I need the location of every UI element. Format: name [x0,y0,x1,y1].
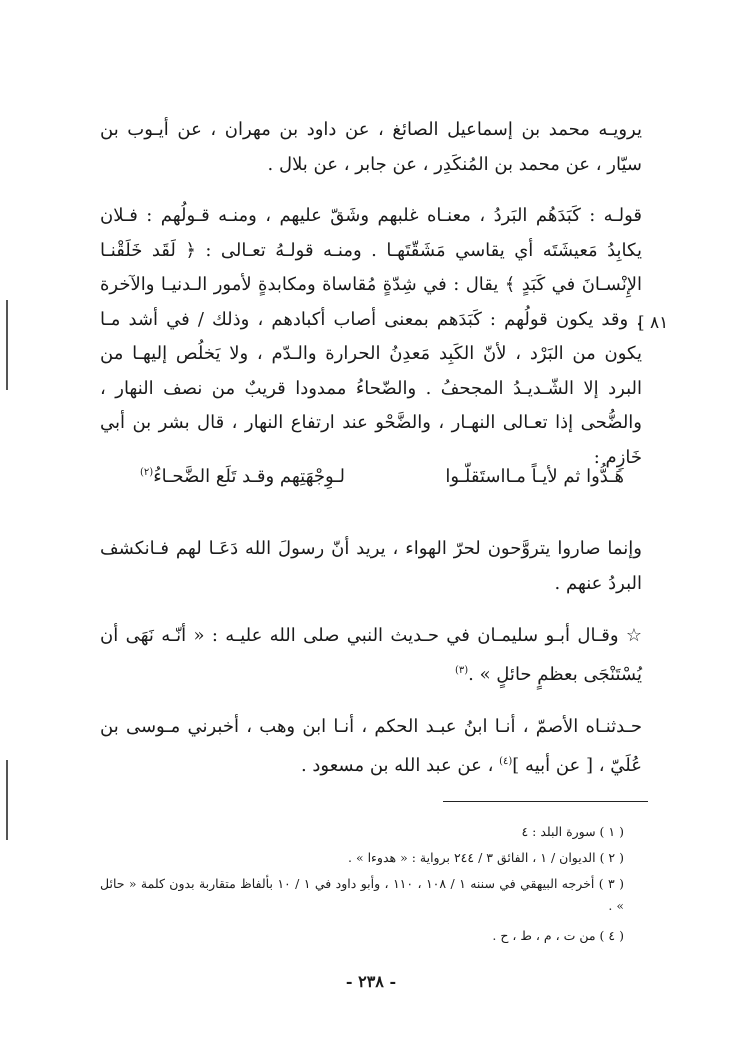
paragraph-text: قولـه : كَبَدَهُم البَردُ ، معنـاه غلبهم وشَقّ عليهم ، ومنـه قـولُهم : فـلان يكابِدُ مَعيشَتَه أي يقاسي مَشَقّتَهـا . ومنـه قولـهُ تعـالى : ﴿ لَقَد خَلَقْنـا الإِنْسـانَ في كَبَدٍ ﴾ يقال : في شِدّةٍ مُقاساة ومكابدةٍ لأمور الـدنيـا والآخرة . وقد يكون قولُهم : كَبَدَهم بمعنى أصاب أكبادهم ، وذلك / في أشد مـا يكون من البَرْد ، لأنّ الكَبِد مَعدِنُ الحرارة والـدّم ، ولا يَخلُص إليهـا من البرد إلا الشّـديـدُ المجحفُ . والضّحاءُ ممدودا قريبٌ من نصف النهار ، والضُّحى إذا تعـالى النهـار ، والضَّحْو عند ارتفاع النهار ، قال بشر بن أبي خَازِم : [100,205,642,468]
footnote: ( ١ ) سورة البلد : ٤ [521,824,624,839]
poem-verse [140,466,624,487]
footnote-separator [443,801,648,802]
paragraph-text: ، عن عبد الله بن مسعود . [300,754,500,776]
manuscript-folio-marker: [ ٨١ [638,313,669,333]
paragraph-text: وإنما صاروا يتروَّحون لحرّ الهواء ، يريد أنّ رسولَ الله دَعَـا لهم فـانكشف البردُ عنهم . [100,538,642,594]
footnote-mark: (٤) [499,755,513,767]
verse-second-hemistich: لـوِجْهَتِهم وقـد تَلَع الضَّحـاءُ$^{(٢)}$ [140,466,346,487]
paragraph-text: يرويـه محمد بن إسماعيل الصائغ ، عن داود بن مهران ، عن أيـوب بن سيّار ، عن محمد بن المُنكَدِر ، عن جابر ، عن بلال . [100,119,642,175]
scan-edge-mark [6,300,8,390]
paragraph-chain [100,710,642,783]
footnote: ( ٤ ) من ت ، م ، ط ، ح . [492,928,624,943]
paragraph-commentary [100,532,642,601]
scan-edge-mark [6,760,8,840]
footnote: ( ٢ ) الديوان / ١ ، الفائق ٣ / ٢٤٤ برواية : « هدوءا » . [348,850,624,865]
footnote-mark: (٣) [454,664,469,676]
paragraph-text: حـدثنـاه الأصمّ ، أنـا ابنُ عبـد الحكم ، أنـا ابن وهب ، أخبرني مـوسى بن عُلَيّ ، [ عن أبيه ] [100,716,642,776]
paragraph-isnad [100,113,642,182]
paragraph-explanation [100,199,642,475]
paragraph-hadith [100,619,642,692]
verse-first-hemistich: هَـدُّوا ثم لأيـاً مـااستَقلّـوا [445,466,624,487]
footnote-mark: (٢) [140,467,154,478]
footnote: ( ٣ ) أخرجه البيهقي في سننه ١ / ١٠٨ ، ١١٠ ، وأبو داود في ١ / ١٠ بألفاظ متقاربة بدون كلمة « حائل » . [100,876,624,913]
page-number: - ٢٣٨ - [345,972,397,991]
paragraph-text: ☆ وقـال أبـو سليمـان في حـديث النبي صلى الله عليـه : « أنّـه نَهَى أن يُسْتَنْجَى بعظمٍ حائلٍ » . [100,625,642,685]
